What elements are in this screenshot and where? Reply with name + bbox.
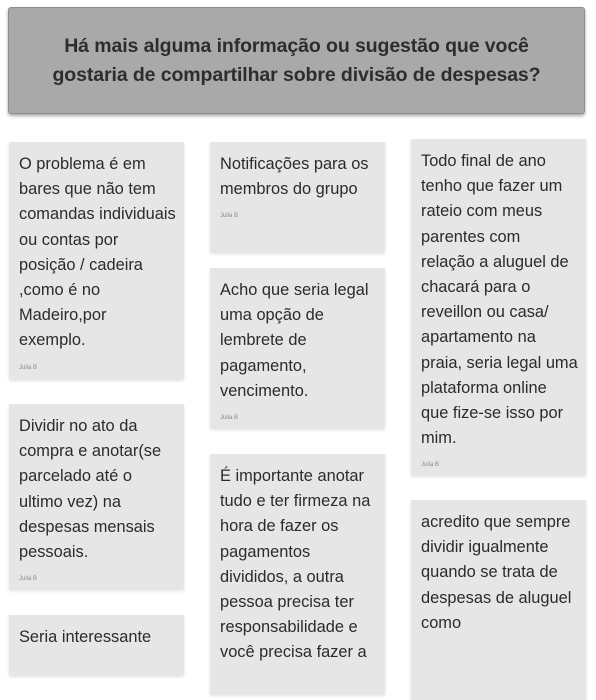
note-author: Julia B xyxy=(19,364,38,371)
note-text: Todo final de ano tenho que fazer um rateio com meus parentes com relação a aluguel de chacará para o reveillon ou casa/ apartamento na praia, seria legal uma plataforma online que fize-se isso por mim. xyxy=(421,152,578,448)
note-text: É importante anotar tudo e ter firmeza na hora de fazer os pagamentos divididos, a outra pessoa precisa ter responsabilidade e você precisa fazer a xyxy=(220,467,371,662)
note-text: Notificações para os membros do grupo xyxy=(220,155,369,199)
note-author: Julia B xyxy=(19,576,38,583)
note-author: Julia B xyxy=(220,415,239,422)
sticky-note[interactable] xyxy=(210,268,385,428)
board-title: Há mais alguma informação ou sugestão que você gostaria de compartilhar sobre divisão de despesas? xyxy=(52,34,541,86)
note-author: Julia B xyxy=(220,213,239,220)
sticky-note[interactable] xyxy=(210,142,385,252)
board-header xyxy=(8,7,585,114)
sticky-note[interactable] xyxy=(411,500,586,700)
note-text: Dividir no ato da compra e anotar(se parcelado até o ultimo vez) na despesas mensais pessoais. xyxy=(19,417,162,562)
note-text: Acho que seria legal uma opção de lembrete de pagamento, vencimento. xyxy=(220,281,369,400)
note-author: Julia B xyxy=(421,462,440,469)
note-text: acredito que sempre dividir igualmente quando se trata de despesas de aluguel como xyxy=(421,513,572,632)
sticky-note[interactable] xyxy=(411,139,586,475)
note-text: Seria interessante xyxy=(19,628,152,646)
sticky-note[interactable] xyxy=(9,142,184,379)
sticky-note[interactable] xyxy=(9,404,184,589)
sticky-note[interactable] xyxy=(210,454,385,694)
sticky-note[interactable] xyxy=(9,615,184,675)
note-text: O problema é em bares que não tem comandas individuais ou contas por posição / cadeira ,como é no Madeiro,por exemplo. xyxy=(19,155,176,350)
